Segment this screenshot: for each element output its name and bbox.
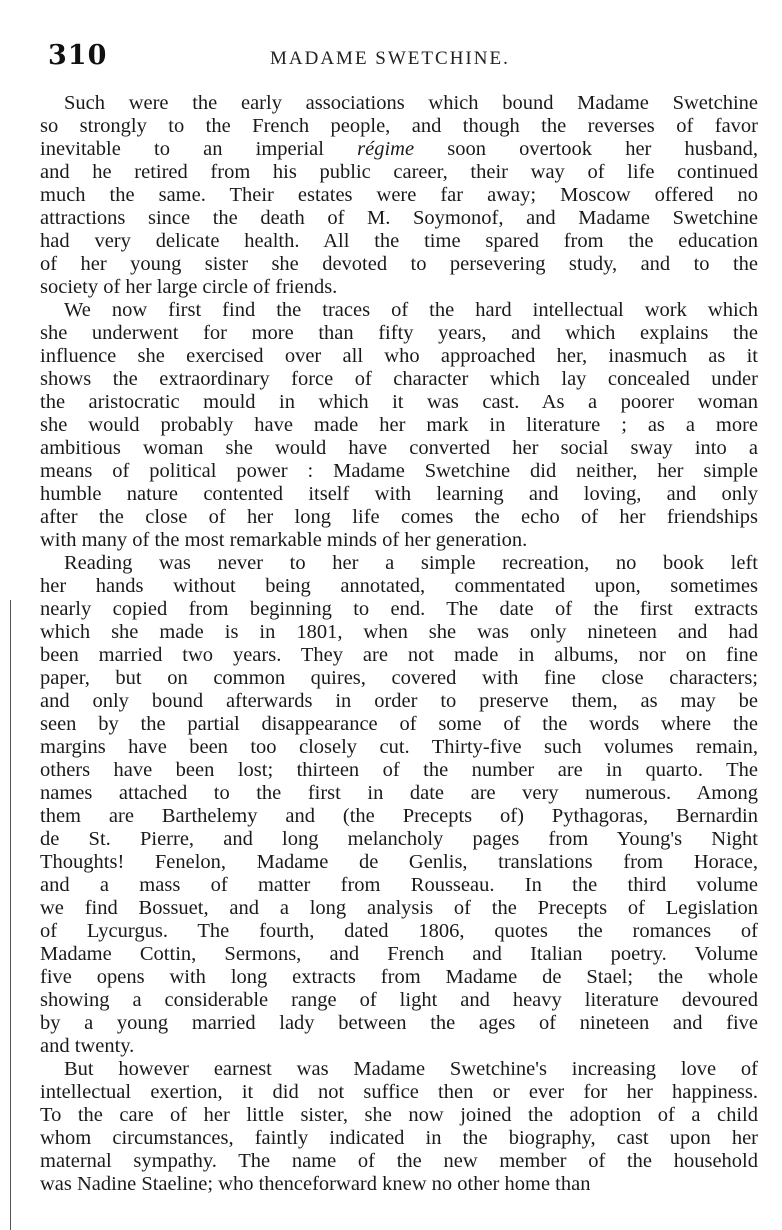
text-line: maternal sympathy. The name of the new member of the household xyxy=(40,1150,758,1172)
text-line: showing a considerable range of light and heavy literature devoured xyxy=(40,989,758,1011)
text-line: means of political power : Madame Swetchine did neither, her simple xyxy=(40,460,758,482)
body-text xyxy=(40,92,758,1196)
text-line: with many of the most remarkable minds of her generation. xyxy=(40,529,528,551)
text-line: five opens with long extracts from Madame de Stael; the whole xyxy=(40,966,758,988)
text-line: much the same. Their estates were far away; Moscow offered no xyxy=(40,184,758,206)
text-line: paper, but on common quires, covered with fine close characters; xyxy=(40,667,758,689)
paragraph xyxy=(40,552,758,1058)
paragraph xyxy=(40,299,758,552)
text-line: humble nature contented itself with learning and loving, and only xyxy=(40,483,758,505)
text-line: and twenty. xyxy=(40,1035,135,1057)
text-line: she underwent for more than fifty years, and which explains the xyxy=(40,322,758,344)
text-line: shows the extraordinary force of character which lay concealed under xyxy=(40,368,758,390)
text-line: Madame Cottin, Sermons, and French and Italian poetry. Volume xyxy=(40,943,758,965)
text-line: To the care of her little sister, she now joined the adoption of a child xyxy=(40,1104,758,1126)
text-line: the aristocratic mould in which it was cast. As a poorer woman xyxy=(40,391,758,413)
text-line: and a mass of matter from Rousseau. In the third volume xyxy=(40,874,758,896)
text-line: margins have been too closely cut. Thirty-five such volumes remain, xyxy=(40,736,758,758)
text-line: we find Bossuet, and a long analysis of the Precepts of Legislation xyxy=(40,897,758,919)
running-title: MADAME SWETCHINE. xyxy=(270,48,510,69)
text-line: nearly copied from beginning to end. The date of the first extracts xyxy=(40,598,758,620)
text-line: Such were the early associations which bound Madame Swetchine xyxy=(64,92,758,114)
text-line: them are Barthelemy and (the Precepts of) Pythagoras, Bernardin xyxy=(40,805,758,827)
text-line: of Lycurgus. The fourth, dated 1806, quotes the romances of xyxy=(40,920,758,942)
paragraph xyxy=(40,1058,758,1196)
text-line: after the close of her long life comes the echo of her friendships xyxy=(40,506,758,528)
text-line: ambitious woman she would have converted her social sway into a xyxy=(40,437,758,459)
text-line: Reading was never to her a simple recreation, no book left xyxy=(64,552,758,574)
text-line: had very delicate health. All the time spared from the education xyxy=(40,230,758,252)
text-line: was Nadine Staeline; who thenceforward knew no other home than xyxy=(40,1173,591,1195)
margin-rule xyxy=(10,600,11,1230)
text-line: and only bound afterwards in order to preserve them, as may be xyxy=(40,690,758,712)
text-line: her hands without being annotated, commentated upon, sometimes xyxy=(40,575,758,597)
text-line: whom circumstances, faintly indicated in the biography, cast upon her xyxy=(40,1127,758,1149)
text-line: Thoughts! Fenelon, Madame de Genlis, translations from Horace, xyxy=(40,851,758,873)
text-line: influence she exercised over all who approached her, inasmuch as it xyxy=(40,345,758,367)
text-line: by a young married lady between the ages of nineteen and five xyxy=(40,1012,758,1034)
text-line: seen by the partial disappearance of some of the words where the xyxy=(40,713,758,735)
text-line: attractions since the death of M. Soymonof, and Madame Swetchine xyxy=(40,207,758,229)
page-number: 310 xyxy=(48,40,108,71)
text-line: so strongly to the French people, and though the reverses of favor xyxy=(40,115,758,137)
text-line: We now first find the traces of the hard intellectual work which xyxy=(64,299,758,321)
text-line: inevitable to an imperial régime soon overtook her husband, xyxy=(40,138,758,160)
text-line: society of her large circle of friends. xyxy=(40,276,338,298)
italic-word: régime xyxy=(357,138,415,160)
text-line: of her young sister she devoted to persevering study, and to the xyxy=(40,253,758,275)
text-line: others have been lost; thirteen of the number are in quarto. The xyxy=(40,759,758,781)
text-line: intellectual exertion, it did not suffice then or ever for her happiness. xyxy=(40,1081,758,1103)
paragraph xyxy=(40,92,758,299)
text-line: been married two years. They are not made in albums, nor on fine xyxy=(40,644,758,666)
text-line: and he retired from his public career, their way of life continued xyxy=(40,161,758,183)
text-line: she would probably have made her mark in literature ; as a more xyxy=(40,414,758,436)
text-line: de St. Pierre, and long melancholy pages from Young's Night xyxy=(40,828,758,850)
page-header xyxy=(48,40,754,78)
text-line: But however earnest was Madame Swetchine's increasing love of xyxy=(64,1058,758,1080)
text-line: names attached to the first in date are very numerous. Among xyxy=(40,782,758,804)
text-line: which she made is in 1801, when she was only nineteen and had xyxy=(40,621,758,643)
